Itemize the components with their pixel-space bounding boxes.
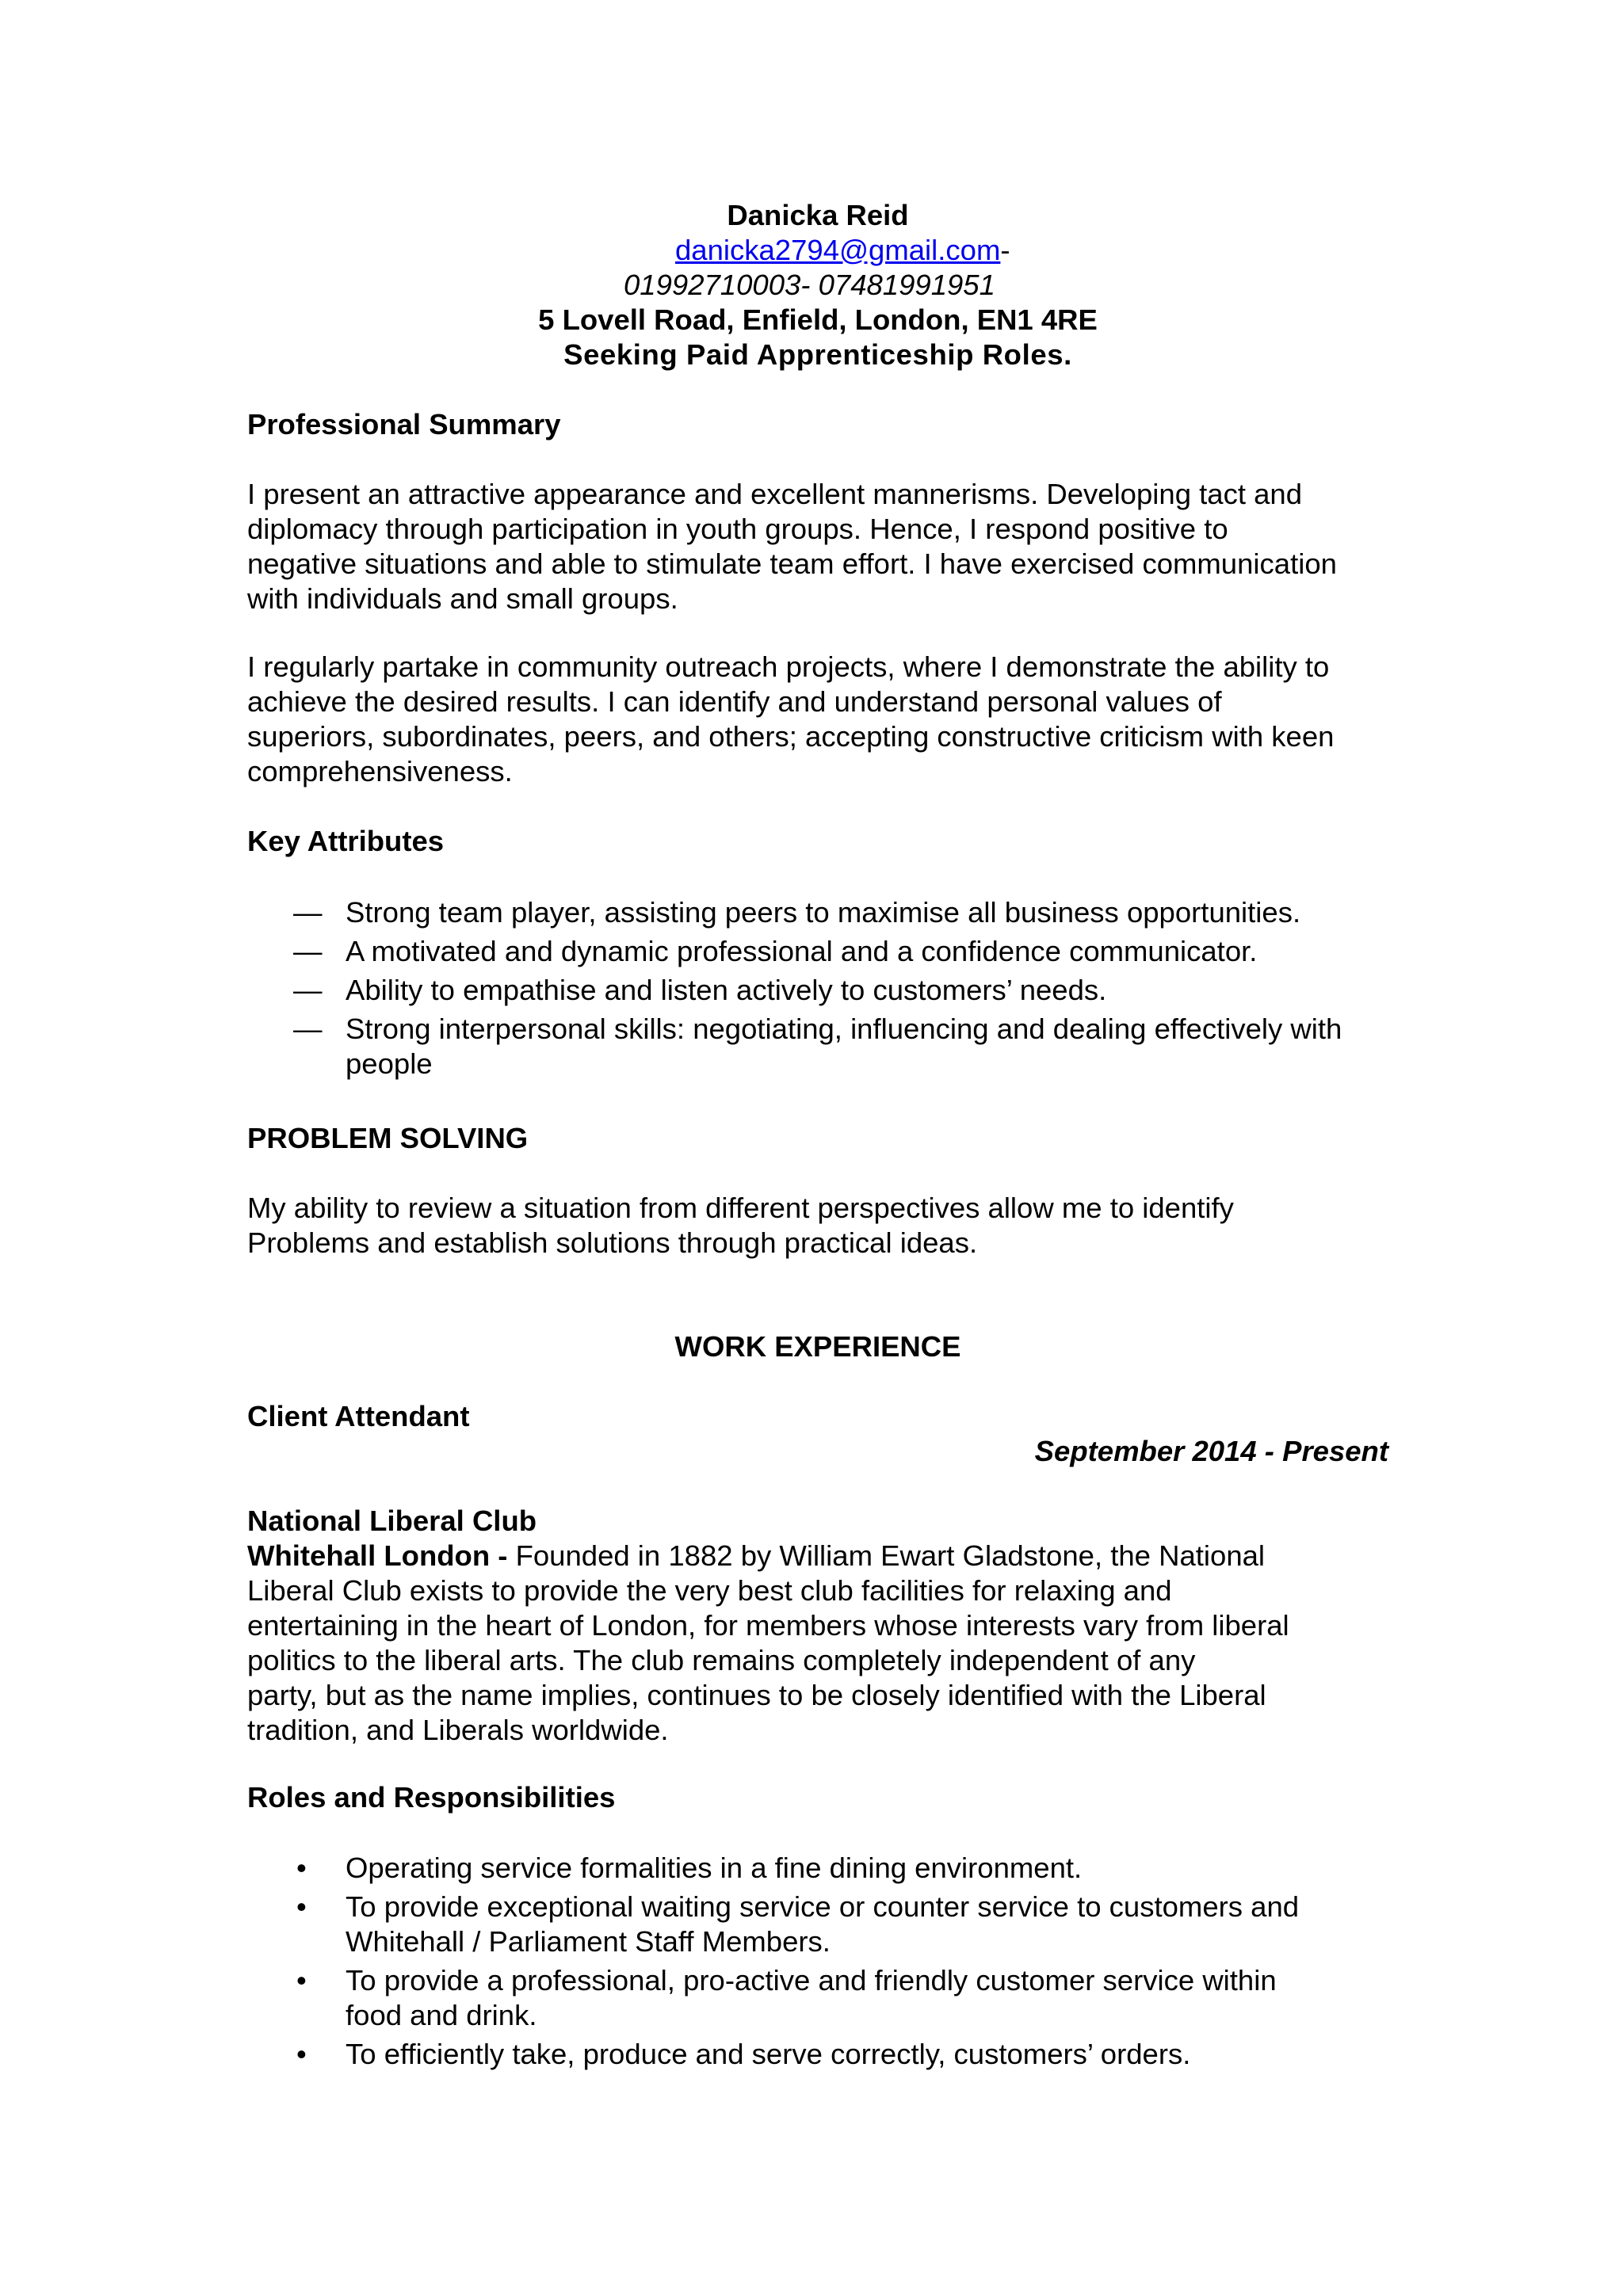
contact-email-line — [675, 233, 1151, 268]
summary-paragraph-1 — [247, 477, 1388, 616]
description-line: politics to the liberal arts. The club remains completely independent of any — [247, 1644, 1196, 1676]
summary-line: achieve the desired results. I can identify and understand personal values of — [247, 685, 1222, 718]
list-item: • To provide exceptional waiting service or counter service to customers and Whitehall / Parliament Staff Members. — [296, 1890, 1300, 1958]
roles-list — [247, 1851, 1388, 2076]
description-line: party, but as the name implies, continues to be closely identified with the Liberal — [247, 1679, 1266, 1711]
bullet-marker: • — [296, 2038, 307, 2070]
phone-numbers: 01992710003- 07481991951 — [624, 269, 995, 301]
bullet-marker: • — [296, 1890, 307, 1923]
dash-marker: — — [293, 974, 323, 1006]
objective: Seeking Paid Apprenticeship Roles. — [563, 338, 1072, 371]
job-dates: September 2014 - Present — [1034, 1435, 1388, 1467]
employer-description — [247, 1539, 1388, 1748]
description-line: tradition, and Liberals worldwide. — [247, 1714, 669, 1746]
key-attributes-list — [247, 895, 1388, 1085]
email-link[interactable]: danicka2794@gmail.com — [675, 234, 1001, 266]
list-item: — Ability to empathise and listen actively to customers’ needs. — [293, 974, 1107, 1006]
problem-solving-text — [247, 1191, 1388, 1261]
professional-summary-heading: Professional Summary — [247, 408, 561, 441]
address: 5 Lovell Road, Enfield, London, EN1 4RE — [538, 303, 1098, 336]
dash-marker: — — [293, 1013, 323, 1045]
candidate-name: Danicka Reid — [727, 199, 909, 231]
summary-line: superiors, subordinates, peers, and others; accepting constructive criticism with keen — [247, 720, 1335, 753]
job-title: Client Attendant — [247, 1400, 470, 1432]
summary-line: negative situations and able to stimulate team effort. I have exercised communication — [247, 547, 1337, 580]
key-attributes-heading: Key Attributes — [247, 825, 445, 857]
problem-solving-heading: PROBLEM SOLVING — [247, 1122, 529, 1154]
description-line: Liberal Club exists to provide the very best club facilities for relaxing and — [247, 1574, 1172, 1607]
list-item: • To efficiently take, produce and serve correctly, customers’ orders. — [296, 2038, 1191, 2070]
work-experience-heading: WORK EXPERIENCE — [674, 1330, 961, 1363]
summary-line: I regularly partake in community outreach projects, where I demonstrate the ability to — [247, 650, 1330, 683]
list-item: — Strong interpersonal skills: negotiating, influencing and dealing effectively with people — [293, 1013, 1342, 1080]
summary-line: with individuals and small groups. — [247, 582, 678, 615]
summary-line: I present an attractive appearance and excellent mannerisms. Developing tact and — [247, 478, 1303, 510]
list-item: • To provide a professional, pro-active and friendly customer service within food and drink. — [296, 1964, 1277, 2031]
bullet-marker: • — [296, 1964, 307, 1997]
list-item: — A motivated and dynamic professional and a confidence communicator. — [293, 935, 1258, 967]
problem-solving-line: My ability to review a situation from different perspectives allow me to identify — [247, 1192, 1234, 1224]
dash-marker: — — [293, 935, 323, 967]
employer-name: National Liberal Club — [247, 1505, 537, 1537]
roles-heading: Roles and Responsibilities — [247, 1781, 616, 1814]
summary-line: diplomacy through participation in youth groups. Hence, I respond positive to — [247, 513, 1228, 545]
list-item: — Strong team player, assisting peers to maximise all business opportunities. — [293, 896, 1301, 929]
problem-solving-line: Problems and establish solutions through practical ideas. — [247, 1226, 978, 1259]
bullet-marker: • — [296, 1852, 307, 1884]
description-line: entertaining in the heart of London, for members whose interests vary from liberal — [247, 1609, 1289, 1642]
summary-line: comprehensiveness. — [247, 755, 513, 788]
description-line: Founded in 1882 by William Ewart Gladstone, the National — [515, 1539, 1266, 1572]
dash-marker: — — [293, 896, 323, 929]
list-item: • Operating service formalities in a fine dining environment. — [296, 1852, 1083, 1884]
email-suffix: - — [1000, 234, 1010, 266]
summary-paragraph-2 — [247, 650, 1388, 789]
employer-location: Whitehall London - — [247, 1539, 516, 1572]
